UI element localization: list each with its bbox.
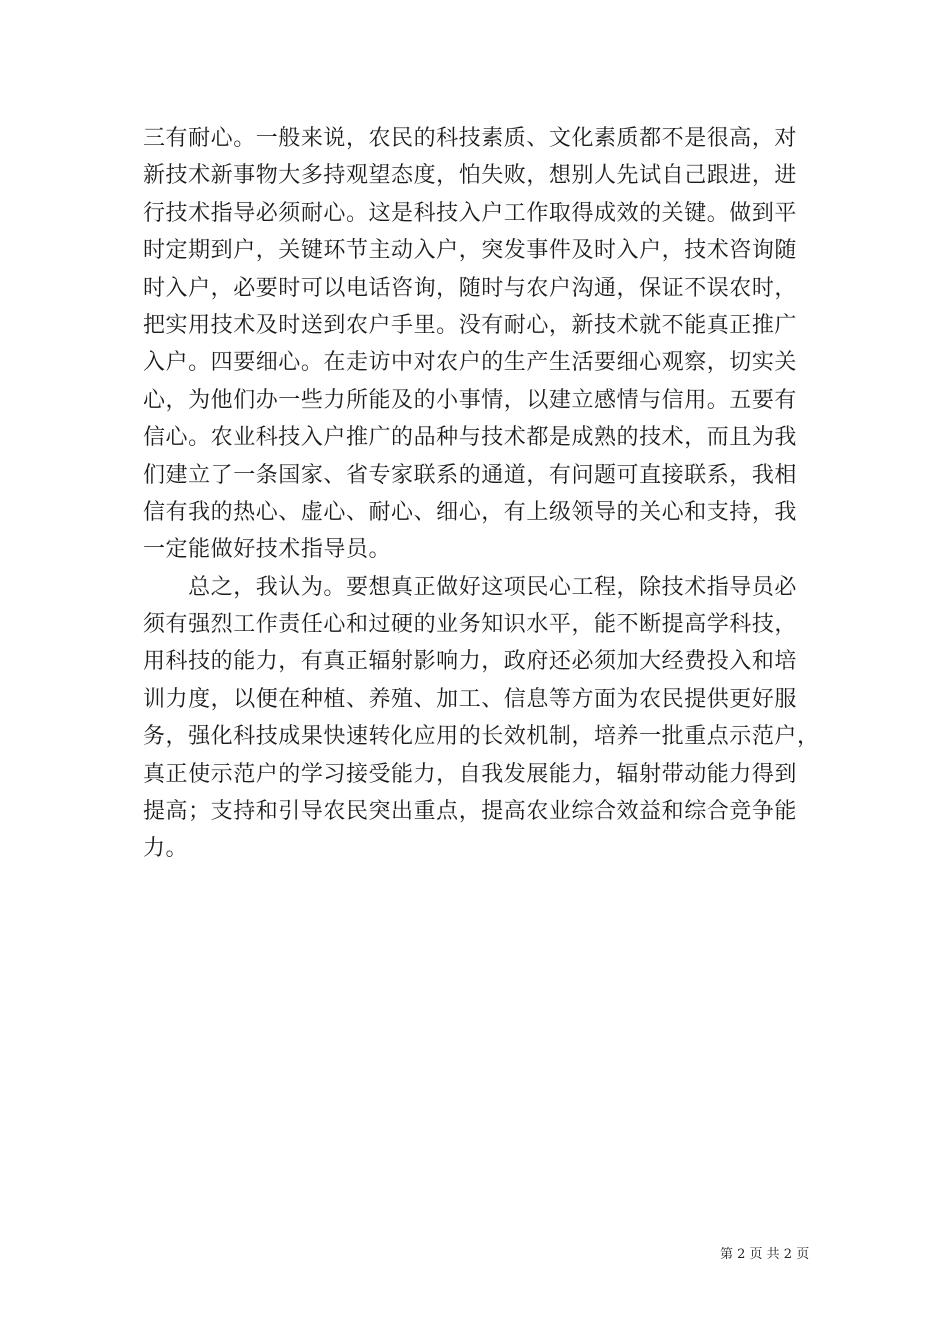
text-line: 行技术指导必须耐心。这是科技入户工作取得成效的关键。做到平	[143, 200, 797, 226]
text-line: 训力度，以便在种植、养殖、加工、信息等方面为农民提供更好服	[143, 686, 797, 712]
text-line: 新技术新事物大多持观望态度，怕失败，想别人先试自己跟进，进	[143, 163, 797, 189]
page-number-footer: 第 2 页 共 2 页	[720, 1247, 810, 1262]
text-line: 把实用技术及时送到农户手里。没有耐心，新技术就不能真正推广	[143, 312, 797, 338]
text-line: 须有强烈工作责任心和过硬的业务知识水平，能不断提高学科技，	[143, 612, 797, 638]
paragraph-start-line: 总之，我认为。要想真正做好这项民心工程，除技术指导员必	[143, 574, 797, 600]
text-line: 力。	[143, 836, 189, 862]
text-line: 用科技的能力，有真正辐射影响力，政府还必须加大经费投入和培	[143, 649, 797, 675]
text-line: 真正使示范户的学习接受能力，自我发展能力，辐射带动能力得到	[143, 761, 797, 787]
text-line: 时定期到户，关键环节主动入户，突发事件及时入户，技术咨询随	[143, 238, 797, 264]
body-text	[143, 120, 823, 868]
text-line: 们建立了一条国家、省专家联系的通道，有问题可直接联系，我相	[143, 462, 797, 488]
text-line: 时入户，必要时可以电话咨询，随时与农户沟通，保证不误农时，	[143, 275, 797, 301]
text-line: 心，为他们办一些力所能及的小事情，以建立感情与信用。五要有	[143, 387, 797, 413]
text-line: 信心。农业科技入户推广的品种与技术都是成熟的技术，而且为我	[143, 425, 797, 451]
text-line: 一定能做好技术指导员。	[143, 537, 392, 563]
text-line: 信有我的热心、虚心、耐心、细心，有上级领导的关心和支持，我	[143, 499, 797, 525]
text-line: 三有耐心。一般来说，农民的科技素质、文化素质都不是很高，对	[143, 126, 797, 151]
text-line: 提高；支持和引导农民突出重点，提高农业综合效益和综合竞争能	[143, 799, 797, 825]
text-line: 入户。四要细心。在走访中对农户的生产生活要细心观察，切实关	[143, 350, 797, 376]
text-line: 务，强化科技成果快速转化应用的长效机制，培养一批重点示范户，	[143, 724, 820, 750]
